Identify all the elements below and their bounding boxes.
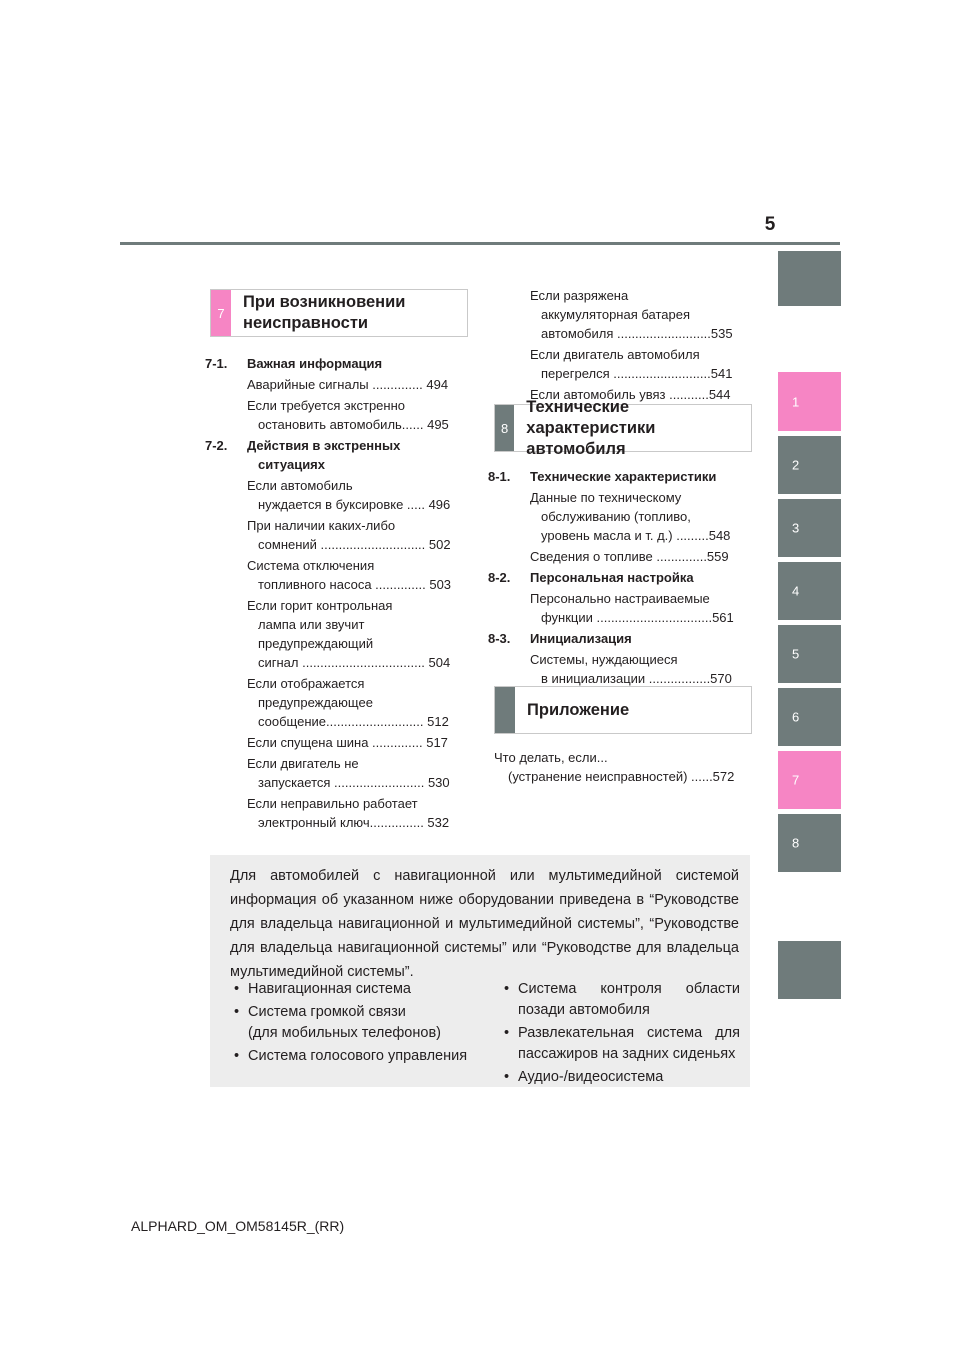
- toc-entry[interactable]: Если автомобиль увяз ...........544: [530, 387, 731, 402]
- note-list-left: [230, 979, 480, 1069]
- list-item: • Система голосового управления: [230, 1046, 480, 1067]
- note-list-right: [500, 979, 740, 1090]
- toc-entry[interactable]: Персонально настраиваемые функции ................................561: [530, 591, 734, 625]
- chapter-8-3[interactable]: 8-3. Инициализация: [488, 631, 632, 646]
- toc-entry[interactable]: Сведения о топливе ..............559: [530, 549, 729, 564]
- side-tab-8[interactable]: 8: [778, 814, 841, 872]
- toc-entry[interactable]: Система отключения топливного насоса .............. 503: [247, 558, 452, 592]
- toc-entry[interactable]: Если неправильно работает электронный ключ............... 532: [247, 796, 450, 830]
- side-tab-3[interactable]: 3: [778, 499, 841, 557]
- chapter-7-2[interactable]: 7-2. Действия в экстренных ситуациях: [205, 438, 401, 472]
- toc-entry[interactable]: Если спущена шина .............. 517: [247, 735, 448, 750]
- toc-entry[interactable]: Если разряжена аккумуляторная батарея автомобиля ..........................535: [530, 288, 733, 341]
- section-7-toc-continued: [488, 286, 748, 406]
- section-8-title: Технические характеристики автомобиля: [526, 397, 656, 458]
- toc-entry[interactable]: Аварийные сигналы .............. 494: [247, 377, 449, 392]
- side-tab-blank-bottom[interactable]: [778, 941, 841, 999]
- side-tab-4[interactable]: 4: [778, 562, 841, 620]
- toc-entry[interactable]: Если горит контрольная лампа или звучит предупреждающий сигнал .................................. 504: [247, 598, 451, 670]
- toc-entry[interactable]: Если двигатель не запускается ......................... 530: [247, 756, 450, 790]
- appendix-title: Приложение: [527, 700, 630, 719]
- side-tab-blank-top[interactable]: [778, 251, 841, 306]
- section-8-number: 8: [495, 405, 514, 451]
- list-item: • Система громкой связи (для мобильных телефонов): [230, 1002, 480, 1044]
- toc-entry[interactable]: Если автомобиль нуждается в буксировке ..... 496: [247, 478, 451, 512]
- side-tab-7[interactable]: 7: [778, 751, 841, 809]
- toc-entry[interactable]: Данные по техническому обслуживанию (топливо, уровень масла и т. д.) .........548: [530, 490, 731, 543]
- document-code-footer: ALPHARD_OM_OM58145R_(RR): [131, 1218, 345, 1234]
- navigation-note-box: [210, 855, 750, 1087]
- header-rule: [120, 242, 840, 245]
- section-7-toc: [205, 354, 463, 834]
- chapter-7-1[interactable]: 7-1. Важная информация: [205, 356, 383, 371]
- section-7-number: 7: [211, 290, 231, 336]
- toc-entry[interactable]: Системы, нуждающиеся в инициализации .................570: [530, 652, 732, 686]
- toc-entry[interactable]: При наличии каких-либо сомнений ............................. 502: [247, 518, 451, 552]
- section-7-header: [210, 289, 468, 337]
- list-item: • Навигационная система: [230, 979, 480, 1000]
- list-item: • Аудио-/видеосистема: [500, 1067, 740, 1088]
- chapter-8-1[interactable]: 8-1. Технические характеристики: [488, 469, 717, 484]
- appendix-header: [494, 686, 752, 734]
- page-number: 5: [764, 214, 776, 235]
- toc-entry[interactable]: Если требуется экстренно остановить автомобиль...... 495: [247, 398, 449, 432]
- appendix-toc: [494, 748, 750, 786]
- toc-entry[interactable]: Что делать, если... (устранение неисправностей) ......572: [494, 750, 735, 784]
- side-tab-2[interactable]: 2: [778, 436, 841, 494]
- section-8-toc: [488, 467, 748, 690]
- side-tab-6[interactable]: 6: [778, 688, 841, 746]
- list-item: • Система контроля области позади автомобиля: [500, 979, 740, 1021]
- list-item: • Развлекательная система для пассажиров на задних сиденьях: [500, 1023, 740, 1065]
- side-tab-5[interactable]: 5: [778, 625, 841, 683]
- toc-entry[interactable]: Если двигатель автомобиля перегрелся ...........................541: [530, 347, 733, 381]
- note-paragraph: Для автомобилей с навигационной или мультимедийной системой информация об указанном ниже оборудовании приведена в “Руководстве для владельца навигационной и мультимедийной системы”, “Руководстве для владельца навигационной системы” или “Руководстве для владельца мультимедийной системы”.: [230, 868, 739, 980]
- toc-entry[interactable]: Если отображается предупреждающее сообщение........................... 512: [247, 676, 449, 729]
- section-7-title: При возникновении неисправности: [243, 293, 406, 332]
- side-tab-1[interactable]: 1: [778, 372, 841, 431]
- section-8-header: [494, 397, 752, 458]
- chapter-8-2[interactable]: 8-2. Персональная настройка: [488, 570, 694, 585]
- appendix-marker: [495, 687, 515, 733]
